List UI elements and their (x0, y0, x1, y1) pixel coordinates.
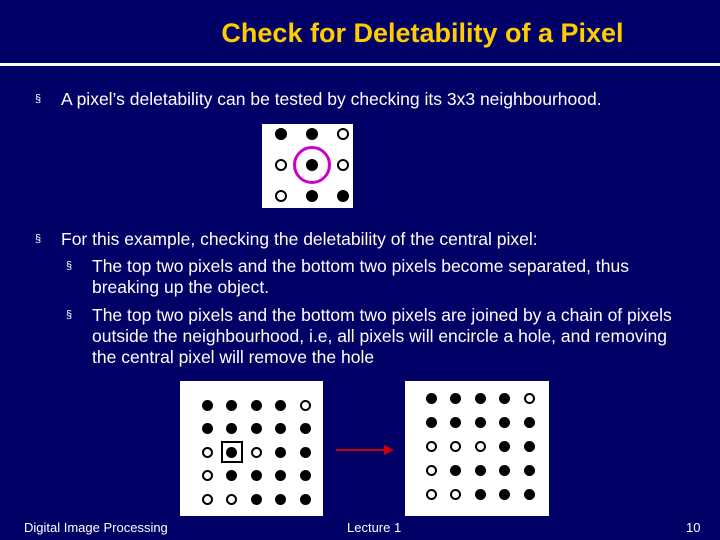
pixel-on (226, 423, 237, 434)
pixel-on (450, 417, 461, 428)
sub-bullet-marker-icon: § (66, 309, 73, 321)
pixel-on (202, 423, 213, 434)
pixel-off (475, 441, 486, 452)
footer-lecture: Lecture 1 (347, 520, 402, 535)
pixel-on (275, 423, 286, 434)
pixel-on (226, 470, 237, 481)
slide-title: Check for Deletability of a Pixel (221, 18, 624, 48)
page-number: 10 (686, 520, 701, 535)
bullet-marker-icon: § (35, 233, 42, 245)
pixel-on (251, 470, 262, 481)
pixel-on (251, 494, 262, 505)
pixel-off (300, 400, 311, 411)
pixel-off (337, 159, 349, 171)
pixel-on (226, 400, 237, 411)
pixel-on (306, 128, 318, 140)
arrow-right-icon (334, 442, 396, 458)
pixel-on (499, 393, 510, 404)
central-pixel-highlight (293, 146, 331, 184)
bullet-1-text: A pixel’s deletability can be tested by checking its 3x3 neighbourhood. (61, 89, 602, 109)
pixel-on (499, 441, 510, 452)
pixel-on (475, 393, 486, 404)
pixel-on (524, 465, 535, 476)
sub-bullet-2 (66, 305, 692, 368)
pixel-off (202, 494, 213, 505)
central-pixel-box (221, 441, 243, 463)
pixel-off (202, 470, 213, 481)
pixel-on (426, 393, 437, 404)
pixel-off (337, 128, 349, 140)
bullet-marker-icon: § (35, 93, 42, 105)
bullet-2-text: For this example, checking the deletability of the central pixel: (61, 229, 538, 249)
sub-bullet-1 (66, 256, 692, 298)
title-divider (0, 63, 720, 66)
pixel-on (475, 465, 486, 476)
pixel-off (450, 441, 461, 452)
pixel-on (450, 393, 461, 404)
pixel-on (275, 494, 286, 505)
pixel-on (450, 465, 461, 476)
pixel-off (426, 465, 437, 476)
pixel-on (251, 400, 262, 411)
pixel-on (499, 465, 510, 476)
pixel-on (499, 417, 510, 428)
pixel-on (524, 417, 535, 428)
pixel-off (226, 494, 237, 505)
after-deletion-figure (405, 381, 549, 516)
pixel-on (475, 489, 486, 500)
pixel-off (524, 393, 535, 404)
pixel-off (426, 441, 437, 452)
pixel-on (300, 447, 311, 458)
bullet-2 (35, 229, 711, 250)
pixel-on (524, 489, 535, 500)
pixel-on (300, 494, 311, 505)
pixel-off (275, 190, 287, 202)
before-deletion-figure (180, 381, 323, 516)
sub-bullet-2-text: The top two pixels and the bottom two pixels are joined by a chain of pixels outside the neighbourhood, i.e, all pixels will encircle a hole, and removing the central pixel will remove the hole (92, 305, 672, 367)
pixel-on (426, 417, 437, 428)
pixel-on (251, 423, 262, 434)
pixel-on (524, 441, 535, 452)
pixel-on (337, 190, 349, 202)
pixel-on (499, 489, 510, 500)
pixel-off (202, 447, 213, 458)
pixel-off (275, 159, 287, 171)
bullet-1 (35, 89, 711, 110)
pixel-on (306, 190, 318, 202)
pixel-on (275, 470, 286, 481)
footer-course-title: Digital Image Processing (24, 520, 168, 535)
sub-bullet-1-text: The top two pixels and the bottom two pixels become separated, thus breaking up the object. (92, 256, 629, 297)
neighbourhood-figure (262, 124, 353, 208)
sub-bullet-marker-icon: § (66, 260, 73, 272)
pixel-on (275, 128, 287, 140)
pixel-on (475, 417, 486, 428)
pixel-on (275, 400, 286, 411)
pixel-off (450, 489, 461, 500)
pixel-on (300, 470, 311, 481)
pixel-on (202, 400, 213, 411)
pixel-off (426, 489, 437, 500)
pixel-off (251, 447, 262, 458)
pixel-on (300, 423, 311, 434)
pixel-on (275, 447, 286, 458)
